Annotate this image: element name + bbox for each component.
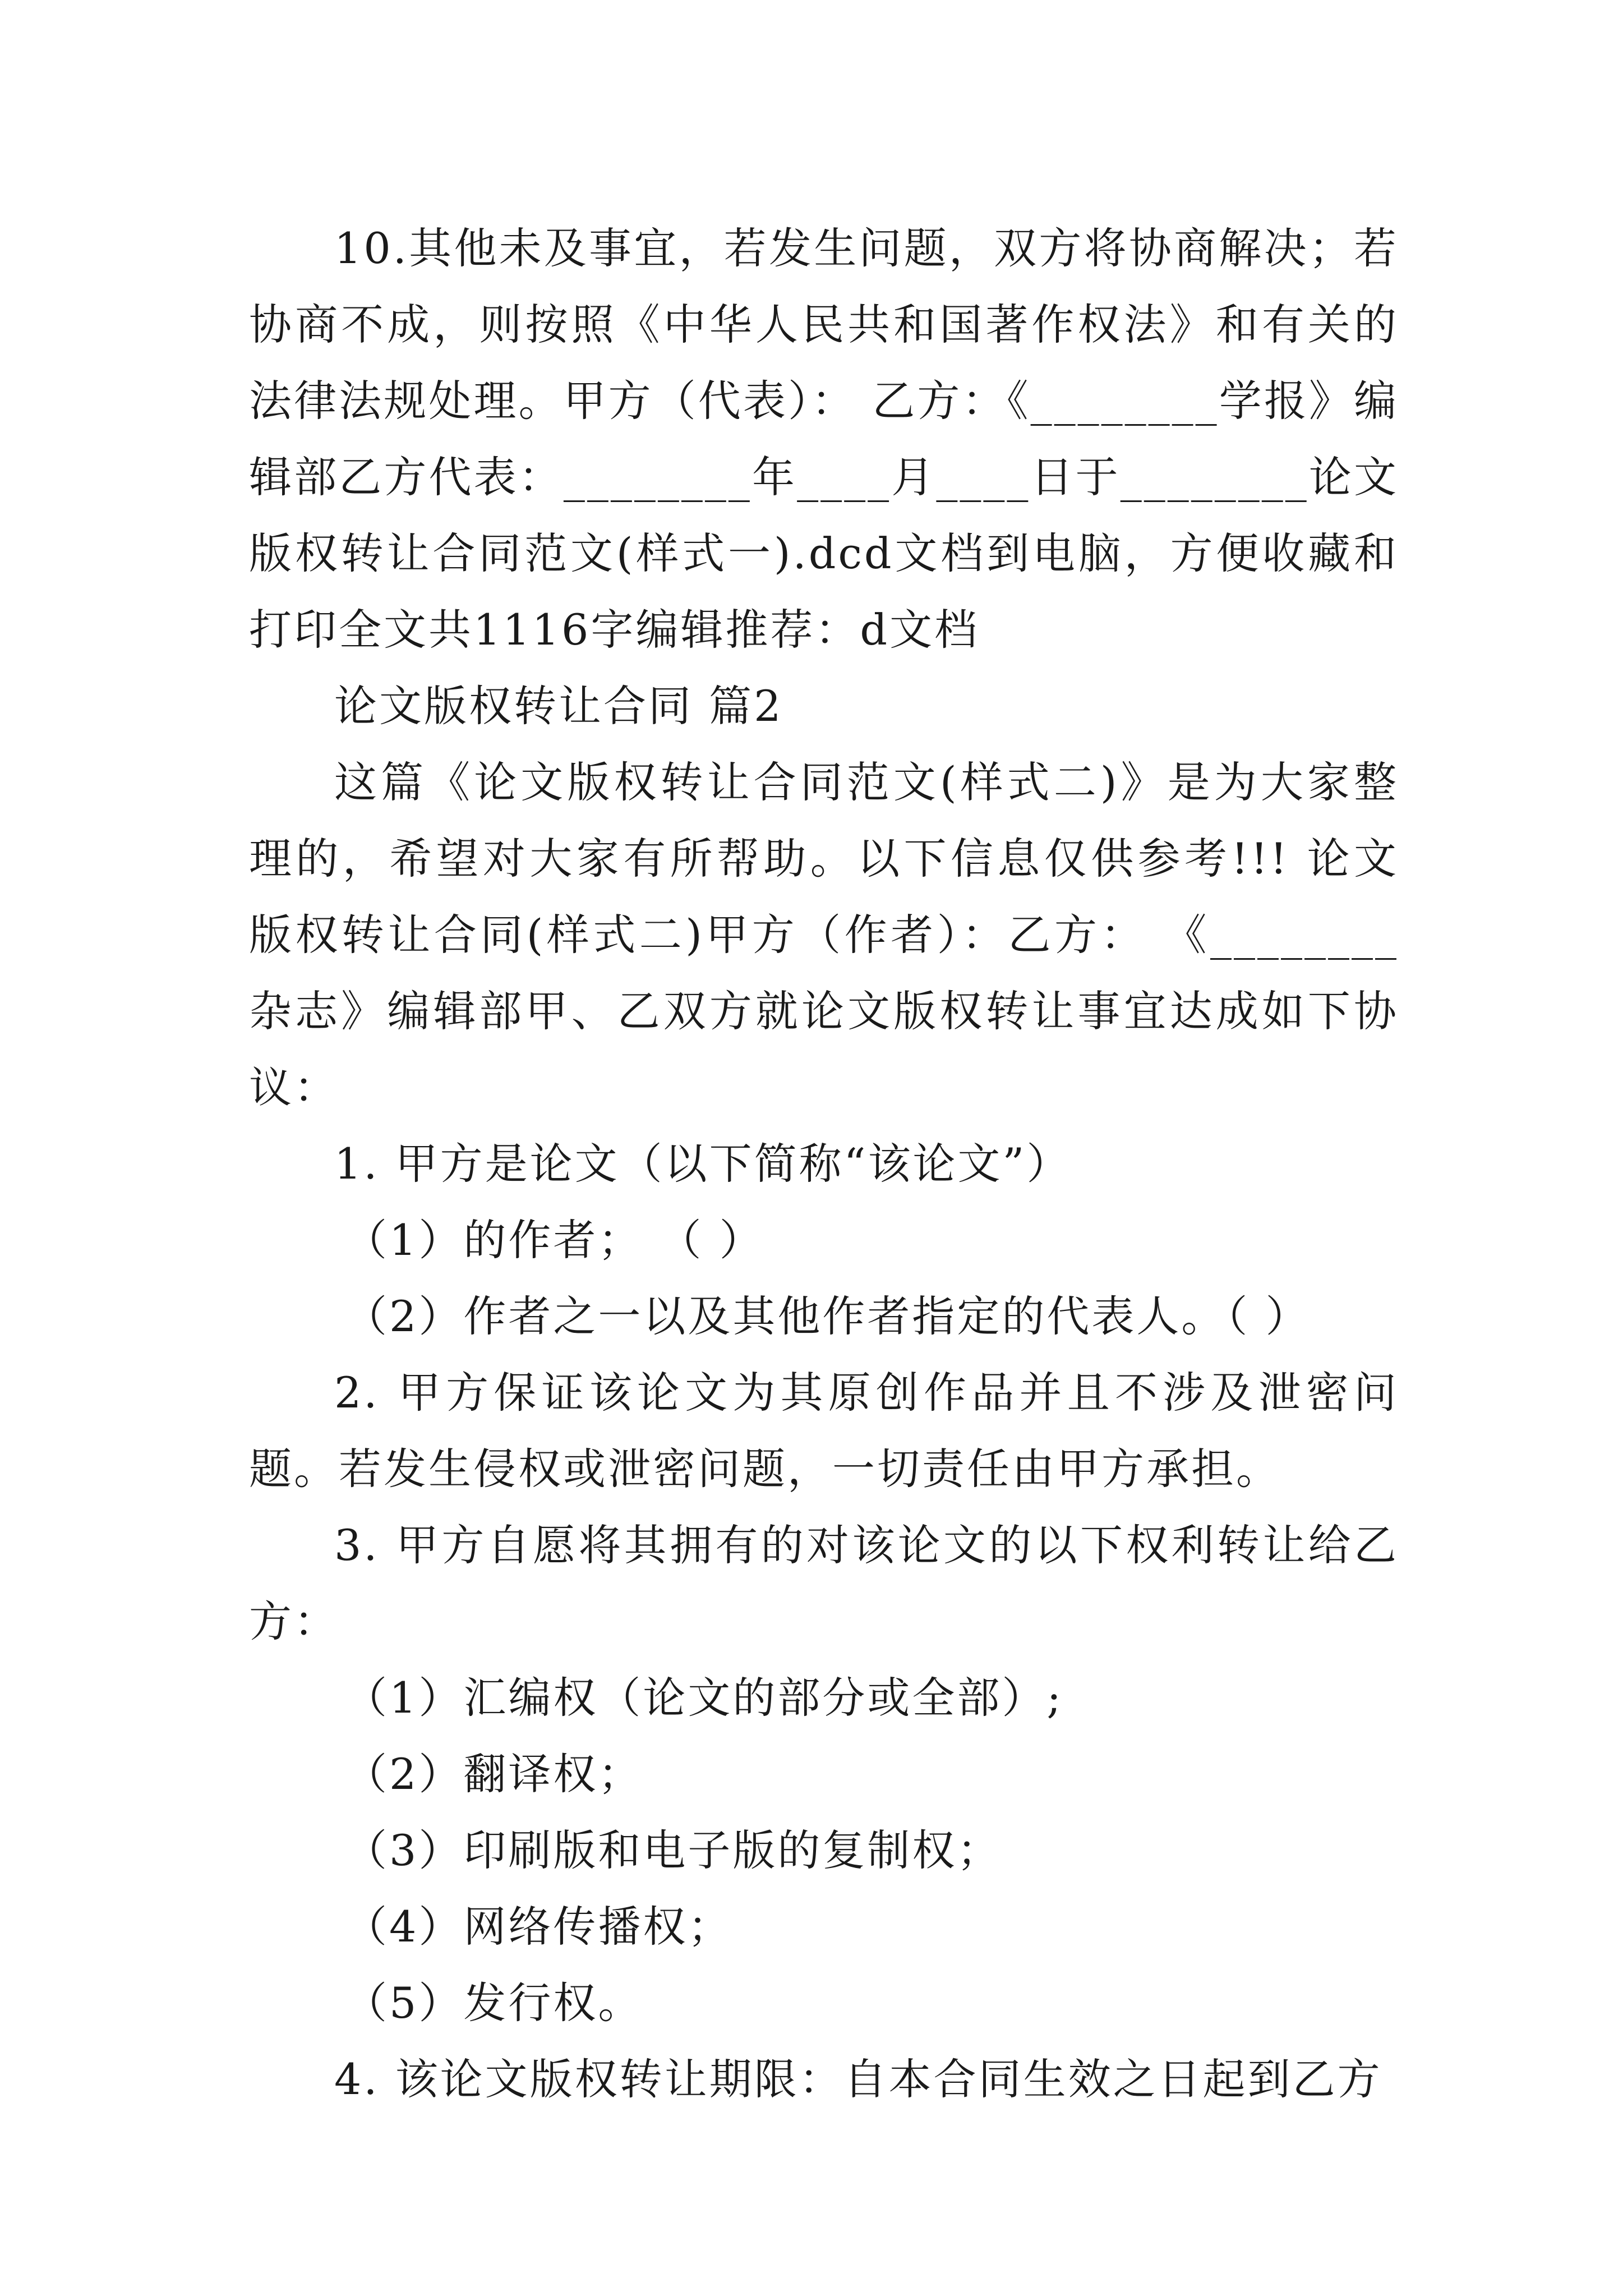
clause-3-item-1: （1）汇编权（论文的部分或全部）; [344, 1673, 1063, 1723]
paragraph-clause-10: 10.其他未及事宜，若发生问题，双方将协商解决；若协商不成，则按照《中华人民共和国著作权法》和有关的法律法规处理。甲方（代表）： 乙方：《________学报》编辑部乙方代表：________年____月____日于________论文版权转让合同范文(样式一).dcd文档到电脑，方便收藏和打印全文共1116字编辑推荐：d文档 [249, 223, 1399, 655]
clause-4: 4. 该论文版权转让期限：自本合同生效之日起到乙方 [334, 2054, 1382, 2104]
clause-1: 1. 甲方是论文（以下简称“该论文”） [334, 1139, 1072, 1189]
section-heading: 论文版权转让合同 篇2 [334, 681, 783, 731]
clause-3: 3. 甲方自愿将其拥有的对该论文的以下权利转让给乙方： [249, 1520, 1399, 1646]
clause-3-item-2: （2）翻译权； [344, 1749, 643, 1799]
clause-3-item-4: （4）网络传播权； [344, 1902, 733, 1952]
document-body [249, 210, 1399, 2118]
clause-3-item-5: （5）发行权。 [344, 1978, 643, 2028]
clause-3-item-3: （3）印刷版和电子版的复制权； [344, 1825, 1002, 1875]
clause-1-option-2: （2）作者之一以及其他作者指定的代表人。（ ） [344, 1291, 1311, 1341]
paragraph-intro: 这篇《论文版权转让合同范文(样式二)》是为大家整理的，希望对大家有所帮助。以下信息仅供参考!!! 论文版权转让合同(样式二)甲方（作者）：乙方： 《________杂志》编辑部甲、乙双方就论文版权转让事宜达成如下协议： [249, 757, 1399, 1112]
clause-1-option-1: （1）的作者； （ ） [344, 1215, 764, 1265]
clause-2: 2. 甲方保证该论文为其原创作品并且不涉及泄密问题。若发生侵权或泄密问题，一切责任由甲方承担。 [249, 1368, 1399, 1494]
